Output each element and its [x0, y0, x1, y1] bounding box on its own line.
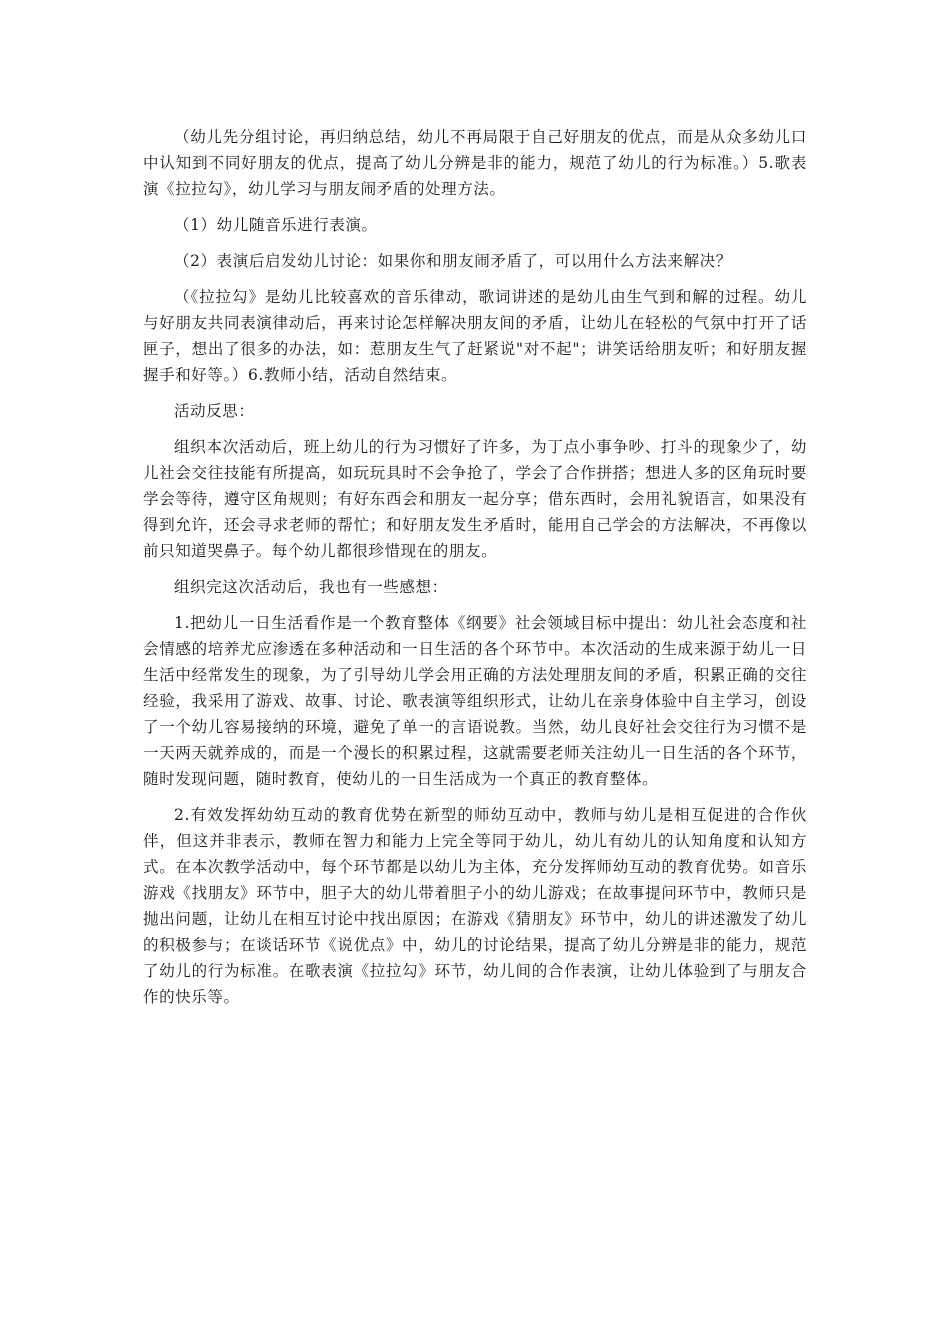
paragraph-thoughts-intro: 组织完这次活动后，我也有一些感想： [174, 578, 448, 596]
paragraph-thought-2: 2.有效发挥幼幼互动的教育优势在新型的师幼互动中，教师与幼儿是相互促进的合作伙伴，但这并非表示，教师在智力和能力上完全等同于幼儿，幼儿有幼儿的认知角度和认知方式。在本次教学活动中，每个环节都是以幼儿为主体，充分发挥师幼互动的教育优势。如音乐游戏《找朋友》环节中，胆子大的幼儿带着胆子小的幼儿游戏；在故事提问环节中，教师只是抛出问题，让幼儿在相互讨论中找出原因；在游戏《猜朋友》环节中，幼儿的讲述激发了幼儿的积极参与；在谈话环节《说优点》中，幼儿的讨论结果，提高了幼儿分辨是非的能力，规范了幼儿的行为标准。在歌表演《拉拉勾》环节，幼儿间的合作表演，让幼儿体验到了与朋友合作的快乐等。 [143, 806, 807, 1006]
paragraph-thought-1: 1.把幼儿一日生活看作是一个教育整体《纲要》社会领域目标中提出：幼儿社会态度和社会情感的培养尤应渗透在多种活动和一日生活的各个环节中。本次活动的生成来源于幼儿一日生活中经常发生的现象，为了引导幼儿学会用正确的方法处理朋友间的矛盾，积累正确的交往经验，我采用了游戏、故事、讨论、歌表演等组织形式，让幼儿在亲身体验中自主学习，创设了一个幼儿容易接纳的环境，避免了单一的言语说教。当然，幼儿良好社会交往行为习惯不是一天两天就养成的，而是一个漫长的积累过程，这就需要老师关注幼儿一日生活的各个环节，随时发现问题，随时教育，使幼儿的一日生活成为一个真正的教育整体。 [143, 614, 807, 788]
paragraph-lalagou-note: （《拉拉勾》是幼儿比较喜欢的音乐律动，歌词讲述的是幼儿由生气到和解的过程。幼儿与好朋友共同表演律动后，再来讨论怎样解决朋友间的矛盾，让幼儿在轻松的气氛中打开了话匣子，想出了很多的办法，如：惹朋友生气了赶紧说"对不起"；讲笑话给朋友听；和好朋友握握手和好等。）6.教师小结，活动自然结束。 [143, 288, 807, 384]
paragraph-step-1: （1）幼儿随音乐进行表演。 [174, 216, 378, 234]
document-body [143, 124, 807, 1020]
paragraph-discussion-note: （幼儿先分组讨论，再归纳总结，幼儿不再局限于自己好朋友的优点，而是从众多幼儿口中认知到不同好朋友的优点，提高了幼儿分辨是非的能力，规范了幼儿的行为标准。）5.歌表演《拉拉勾》，幼儿学习与朋友闹矛盾的处理方法。 [143, 128, 807, 198]
section-heading-reflection: 活动反思： [174, 402, 255, 420]
paragraph-step-2: （2）表演后启发幼儿讨论：如果你和朋友闹矛盾了，可以用什么方法来解决？ [174, 252, 732, 270]
paragraph-reflection-body: 组织本次活动后，班上幼儿的行为习惯好了许多，为丁点小事争吵、打斗的现象少了，幼儿社会交往技能有所提高，如玩玩具时不会争抢了，学会了合作拼搭；想进人多的区角玩时要学会等待，遵守区角规则；有好东西会和朋友一起分享；借东西时，会用礼貌语言，如果没有得到允许，还会寻求老师的帮忙；和好朋友发生矛盾时，能用自己学会的方法解决，不再像以前只知道哭鼻子。每个幼儿都很珍惜现在的朋友。 [143, 438, 807, 560]
